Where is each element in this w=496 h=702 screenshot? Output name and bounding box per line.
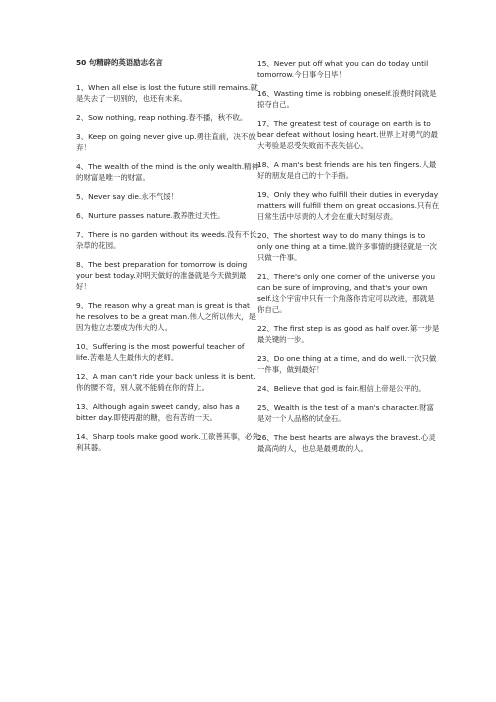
quote-english: 13、Although again sweet candy, also has a bitter day. — [76, 402, 240, 422]
quote-chinese: 一次只做一件事，做到最好！ — [257, 354, 437, 374]
quote-item — [257, 383, 441, 394]
quote-item — [257, 118, 441, 151]
quote-chinese: 就是失去了一切别的，也还有未来。 — [76, 83, 258, 103]
left-column — [76, 58, 260, 461]
quote-item — [257, 323, 441, 345]
quote-english: 20、The shortest way to do many things is to only one thing at a time. — [257, 231, 426, 251]
quote-chinese: 浪费时间就是掠夺自己。 — [257, 89, 437, 109]
quote-chinese: 永不气馁！ — [141, 192, 179, 201]
quote-item — [76, 161, 260, 183]
quote-chinese: 你的腰不弯，别人就不能骑在你的背上。 — [76, 383, 210, 392]
quote-chinese: 对明天做好的准备就是今天做到最好！ — [76, 271, 247, 291]
quote-english: 14、Sharp tools make good work. — [76, 432, 201, 441]
quote-item — [257, 432, 441, 454]
quote-english: 16、Wasting time is robbing oneself. — [257, 89, 393, 98]
quote-item — [76, 82, 260, 104]
quote-english: 23、Do one thing at a time, and do well. — [257, 354, 407, 363]
quote-english: 19、Only they who fulfill their duties in everyday matters will fulfill them on great occasions. — [257, 190, 439, 210]
quote-item — [76, 112, 260, 123]
quote-chinese: 世界上对勇气的最大考验是忍受失败而不丧失信心。 — [257, 130, 438, 150]
quote-english: 12、A man can't ride your back unless it is bent. — [76, 372, 256, 381]
quote-chinese: 即使再甜的糖，也有苦的一天。 — [113, 413, 217, 422]
quote-item — [76, 259, 260, 292]
quote-chinese: 伟人之所以伟大，是因为他立志要成为伟大的人。 — [76, 312, 256, 332]
quote-english: 26、The best hearts are always the bravest. — [257, 433, 421, 442]
quote-english: 22、The first step is as good as half over. — [257, 324, 410, 333]
quote-item — [76, 131, 260, 153]
quote-item — [76, 371, 260, 393]
quote-english: 17、The greatest test of courage on earth is to bear defeat without losing heart. — [257, 119, 431, 139]
quote-english: 21、There's only one corner of the universe you can be sure of improving, and that's your own self. — [257, 272, 436, 303]
quote-english: 24、Believe that god is fair. — [257, 384, 360, 393]
quote-english: 5、Never say die. — [76, 192, 142, 201]
quote-item — [257, 159, 441, 181]
quote-item — [76, 431, 260, 453]
quote-english: 18、A man's best friends are his ten fingers. — [257, 160, 422, 169]
right-column — [257, 58, 441, 462]
quote-chinese: 心灵最高尚的人，也总是最勇敢的人。 — [257, 433, 436, 453]
quote-english: 3、Keep on going never give up. — [76, 132, 197, 141]
quote-chinese: 相信上帝是公平的。 — [359, 384, 426, 393]
document-title: 50 句精辟的英语励志名言 — [76, 58, 163, 67]
quote-english: 1、When all else is lost the future still remains. — [76, 83, 251, 92]
quote-item — [257, 189, 441, 222]
quote-chinese: 春不播，秋不收。 — [188, 113, 248, 122]
quote-item — [76, 300, 260, 333]
quote-chinese: 财富是对一个人品格的试金石。 — [257, 403, 434, 423]
quote-item — [76, 229, 260, 251]
quote-english: 6、Nurture passes nature. — [76, 211, 173, 220]
quote-item — [257, 353, 441, 375]
quote-item — [257, 271, 441, 315]
quote-chinese: 第一步是最关键的一步。 — [257, 324, 440, 344]
quote-english: 25、Wealth is the test of a man's character. — [257, 403, 420, 412]
quote-chinese: 今日事今日毕！ — [294, 70, 346, 79]
quote-english: 15、Never put off what you can do today until tomorrow. — [257, 59, 429, 79]
quote-english: 8、The best preparation for tomorrow is doing your best today. — [76, 260, 248, 280]
quote-chinese: 只有在日常生活中尽责的人才会在重大时刻尽责。 — [257, 201, 440, 221]
quote-item — [257, 402, 441, 424]
quote-chinese: 精神的财富是唯一的财富。 — [76, 162, 259, 182]
quote-english: 10、Suffering is the most powerful teacher of life. — [76, 342, 245, 362]
quote-english: 2、Sow nothing, reap nothing. — [76, 113, 189, 122]
quote-english: 7、There is no garden without its weeds. — [76, 230, 228, 239]
quote-chinese: 苦难是人生最伟大的老师。 — [89, 353, 179, 362]
quote-chinese: 没有不长杂草的花园。 — [76, 230, 257, 250]
quote-item — [76, 191, 260, 202]
quote-chinese: 教养胜过天性。 — [172, 211, 225, 220]
quote-item — [257, 230, 441, 263]
quote-chinese: 这个宇宙中只有一个角落你肯定可以改进，那就是你自己。 — [257, 294, 435, 314]
quote-item — [76, 210, 260, 221]
quote-item — [76, 341, 260, 363]
quote-english: 4、The wealth of the mind is the only wealth. — [76, 162, 245, 171]
quote-english: 9、The reason why a great man is great is that he resolves to be a great man. — [76, 301, 250, 321]
quote-chinese: 人最好的朋友是自己的十个手指。 — [257, 160, 437, 180]
quote-chinese: 做许多事情的捷径就是一次只做一件事。 — [257, 242, 437, 262]
quote-item — [257, 58, 441, 80]
quote-item — [76, 401, 260, 423]
quote-chinese: 工欲善其事，必先利其器。 — [76, 432, 260, 452]
quote-item — [257, 88, 441, 110]
quote-chinese: 勇往直前，决不放弃！ — [76, 132, 256, 152]
